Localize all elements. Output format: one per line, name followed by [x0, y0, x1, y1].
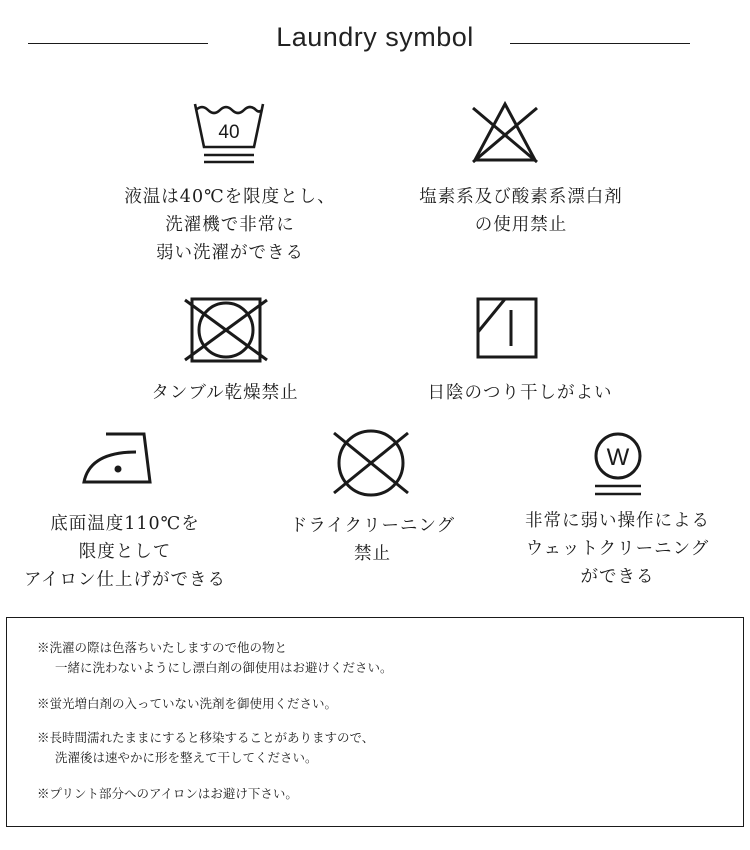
- page-title: Laundry symbol: [276, 22, 474, 52]
- caption-bleach: 塩素系及び酸素系漂白剤 の使用禁止: [419, 187, 623, 235]
- caption-wash: 液温は40℃を限度とし、 洗濯機で非常に 弱い洗濯ができる: [124, 187, 336, 263]
- title-rule-right: [510, 43, 690, 44]
- caption-iron: 底面温度110℃を 限度として アイロン仕上げができる: [24, 514, 226, 590]
- wash-40-gentle-icon: [192, 100, 266, 166]
- caption-shade-dry: 日陰のつり干しがよい: [427, 383, 613, 403]
- notes-box: [6, 617, 744, 827]
- caption-tumble: タンブル乾燥禁止: [151, 383, 299, 403]
- caption-wet-clean: 非常に弱い操作による ウェットクリーニング ができる: [525, 511, 710, 587]
- wet-clean-letter: W: [606, 444, 630, 471]
- note-item: ※長時間濡れたままにすると移染することがありますので、 洗濯後は速やかに形を整えて干してください。: [37, 730, 375, 765]
- wet-clean-very-gentle-icon: [590, 430, 646, 498]
- shade-hang-dry-icon: [475, 296, 539, 360]
- title-row: [0, 20, 750, 64]
- wash-temperature-label: 40: [218, 122, 240, 143]
- caption-dry-clean: ドライクリーニング 禁止: [289, 516, 456, 564]
- no-dry-clean-icon: [326, 427, 416, 499]
- note-item: ※プリント部分へのアイロンはお避け下さい。: [37, 786, 298, 801]
- iron-110-icon: [80, 430, 156, 486]
- no-tumble-dry-icon: [182, 296, 270, 364]
- no-bleach-icon: [470, 98, 540, 166]
- note-item: ※洗濯の際は色落ちいたしますので他の物と 一緒に洗わないようにし漂白剤の御使用はお避けください。: [37, 640, 393, 675]
- note-item: ※蛍光増白剤の入っていない洗剤を御使用ください。: [37, 696, 338, 711]
